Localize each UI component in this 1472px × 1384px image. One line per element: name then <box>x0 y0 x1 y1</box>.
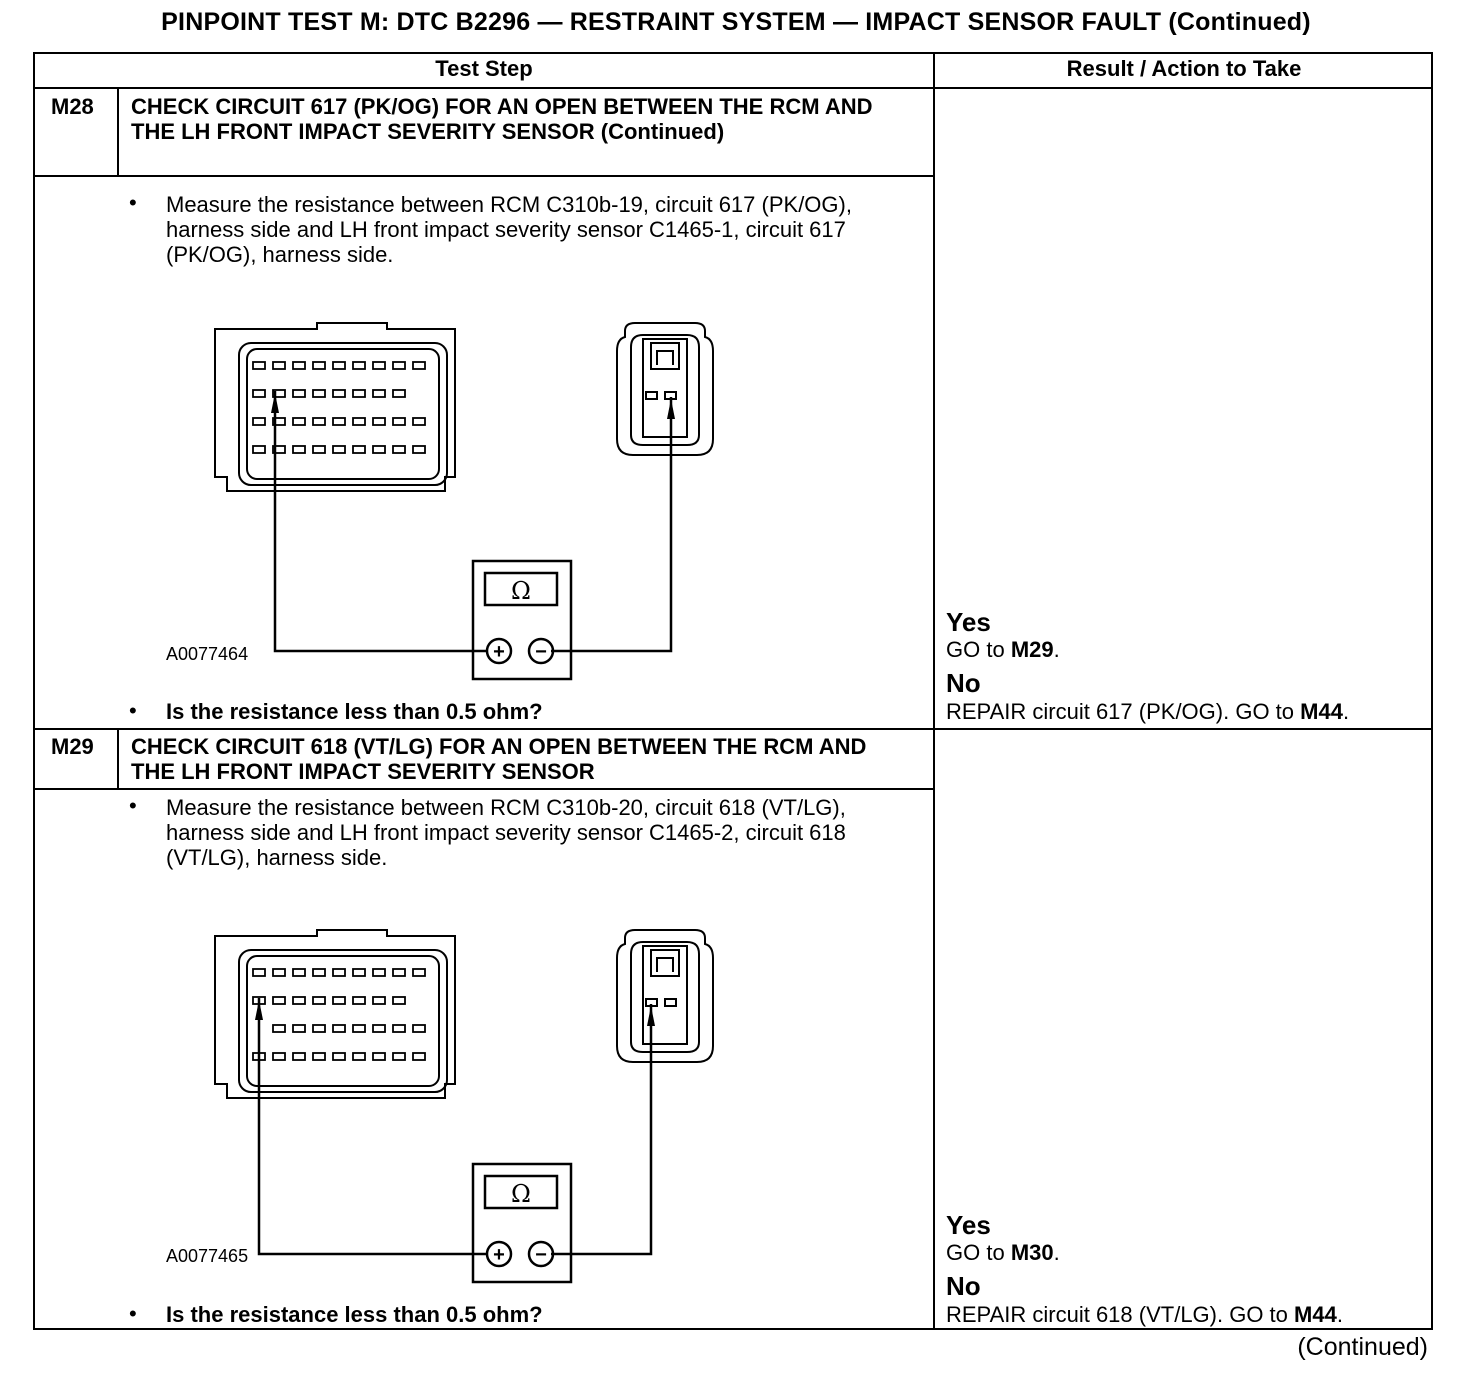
bullet: • <box>129 1301 137 1326</box>
plus-terminal: + <box>493 1244 505 1266</box>
result-yes-text: GO to M30. <box>946 1240 1060 1265</box>
result-yes-label: Yes <box>946 607 991 637</box>
step-heading-divider <box>35 175 933 177</box>
step-id-divider <box>117 728 119 790</box>
bullet: • <box>129 190 137 215</box>
probe-tip <box>647 1006 655 1026</box>
question-text: Is the resistance less than 0.5 ohm? <box>166 1302 543 1327</box>
figure-id: A0077464 <box>166 644 249 664</box>
step-heading: CHECK CIRCUIT 618 (VT/LG) FOR AN OPEN BETWEEN THE RCM AND THE LH FRONT IMPACT SEVERITY SENSOR <box>131 734 867 784</box>
result-yes-label: Yes <box>946 1210 991 1240</box>
result-no-text: REPAIR circuit 617 (PK/OG). GO to M44. <box>946 699 1350 724</box>
header-divider <box>35 87 1431 89</box>
column-divider <box>933 54 935 1328</box>
minus-terminal: − <box>535 641 547 663</box>
header-test-step: Test Step <box>435 56 533 81</box>
sensor-connector <box>617 930 713 1062</box>
result-no-label: No <box>946 668 981 698</box>
page-title: PINPOINT TEST M: DTC B2296 — RESTRAINT SYSTEM — IMPACT SENSOR FAULT (Continued) <box>161 8 1311 36</box>
step-id-divider <box>117 89 119 175</box>
step-divider <box>35 728 1431 730</box>
plus-terminal: + <box>493 641 505 663</box>
result-no-label: No <box>946 1271 981 1301</box>
step-id: M29 <box>51 734 94 759</box>
result-no-text: REPAIR circuit 618 (VT/LG). GO to M44. <box>946 1302 1343 1327</box>
instruction-text: Measure the resistance between RCM C310b-20, circuit 618 (VT/LG), harness side and LH front impact severity sensor C1465-2, circuit 618 (VT/LG), harness side. <box>166 795 846 870</box>
bullet: • <box>129 793 137 818</box>
bullet: • <box>129 698 137 723</box>
rcm-pin-row <box>253 362 425 453</box>
rcm-connector <box>215 930 455 1098</box>
step-heading: CHECK CIRCUIT 617 (PK/OG) FOR AN OPEN BETWEEN THE RCM AND THE LH FRONT IMPACT SEVERITY SENSOR (Continued) <box>131 94 873 144</box>
probe-tip <box>667 399 675 419</box>
result-yes-text: GO to M29. <box>946 637 1060 662</box>
question-text: Is the resistance less than 0.5 ohm? <box>166 699 543 724</box>
probe-tip <box>255 1000 263 1020</box>
minus-terminal: − <box>535 1244 547 1266</box>
ohm-symbol: Ω <box>511 577 531 605</box>
instruction-text: Measure the resistance between RCM C310b-19, circuit 617 (PK/OG), harness side and LH front impact severity sensor C1465-1, circuit 617 (PK/OG), harness side. <box>166 192 852 267</box>
rcm-connector <box>215 323 455 491</box>
pinpoint-test-table <box>33 52 1433 1330</box>
figure-id: A0077465 <box>166 1246 249 1266</box>
sensor-connector <box>617 323 713 455</box>
ohm-symbol: Ω <box>511 1180 531 1208</box>
rcm-pin-row <box>253 969 425 1060</box>
step-heading-divider <box>35 788 933 790</box>
step-id: M28 <box>51 94 94 119</box>
header-result: Result / Action to Take <box>1066 56 1302 81</box>
continued-footer: (Continued) <box>1297 1333 1428 1361</box>
